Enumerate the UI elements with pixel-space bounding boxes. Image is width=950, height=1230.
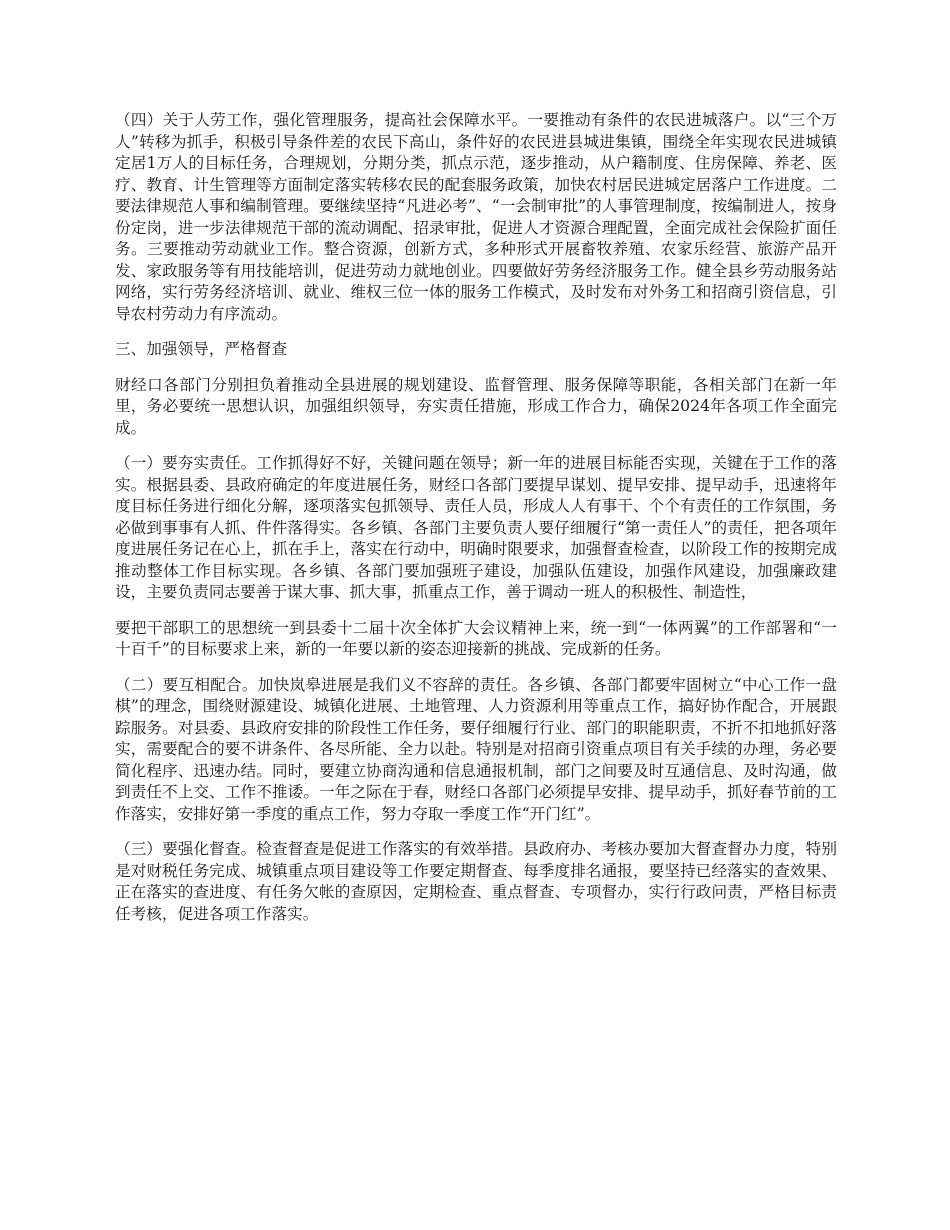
section-heading-leadership: 三、加强领导，严格督查 bbox=[115, 340, 288, 358]
document-body bbox=[115, 110, 837, 939]
paragraph-supervision: （三）要强化督查。检查督查是促进工作落实的有效举措。县政府办、考核办要加大督查督办力度，特别是对财税任务完成、城镇重点项目建设等工作要定期督查、每季度排名通报，要坚持已经落实的查效果、正在落实的查进度、有任务欠帐的查原因，定期检查、重点督查、专项督办，实行行政问责，严格目标责任考核，促进各项工作落实。 bbox=[115, 840, 837, 923]
paragraph-unify-thinking: 要把干部职工的思想统一到县委十二届十次全体扩大会议精神上来，统一到“一体两翼”的工作部署和“一十百千”的目标要求上来，新的一年要以新的姿态迎接新的挑战、完成新的任务。 bbox=[115, 618, 837, 658]
paragraph-cooperation: （二）要互相配合。加快岚皋进展是我们义不容辞的责任。各乡镇、各部门都要牢固树立“中心工作一盘棋”的理念，围绕财源建设、城镇化进展、土地管理、人力资源利用等重点工作，搞好协作配合，开展跟踪服务。对县委、县政府安排的阶段性工作任务，要仔细履行行业、部门的职能职责，不折不扣地抓好落实，需要配合的要不讲条件、各尽所能、全力以赴。特别是对招商引资重点项目有关手续的办理，务必要简化程序、迅速办结。同时，要建立协商沟通和信息通报机制，部门之间要及时互通信息、及时沟通，做到责任不上交、工作不推诿。一年之际在于春，财经口各部门必须提早安排、提早动手，抓好春节前的工作落实，安排好第一季度的重点工作，努力夺取一季度工作“开门红”。 bbox=[115, 675, 837, 823]
paragraph-finance-departments: 财经口各部门分别担负着推动全县进展的规划建设、监督管理、服务保障等职能，各相关部门在新一年里，务必要统一思想认识，加强组织领导，夯实责任措施，形成工作合力，确保2024年各项工作全面完成。 bbox=[115, 375, 837, 437]
paragraph-labor-work: （四）关于人劳工作，强化管理服务，提高社会保障水平。一要推动有条件的农民进城落户。以“三个万人”转移为抓手，积极引导条件差的农民下高山，条件好的农民进县城进集镇，围绕全年实现农民进城镇定居1万人的目标任务，合理规划，分期分类，抓点示范，逐步推动，从户籍制度、住房保障、养老、医疗、教育、计生管理等方面制定落实转移农民的配套服务政策，加快农村居民进城定居落户工作进度。二要法律规范人事和编制管理。要继续坚持“凡进必考”、“一会制审批”的人事管理制度，按编制进人，按身份定岗，进一步法律规范干部的流动调配、招录审批，促进人才资源合理配置，全面完成社会保险扩面任务。三要推动劳动就业工作。整合资源，创新方式，多种形式开展畜牧养殖、农家乐经营、旅游产品开发、家政服务等有用技能培训，促进劳动力就地创业。四要做好劳务经济服务工作。健全县乡劳动服务站网络，实行劳务经济培训、就业、维权三位一体的服务工作模式，及时发布对外务工和招商引资信息，引导农村劳动力有序流动。 bbox=[115, 111, 837, 323]
paragraph-responsibility: （一）要夯实责任。工作抓得好不好，关键问题在领导；新一年的进展目标能否实现，关键在于工作的落实。根据县委、县政府确定的年度进展任务，财经口各部门要提早谋划、提早安排、提早动手，迅速将年度目标任务进行细化分解，逐项落实包抓领导、责任人员，形成人人有事干、个个有责任的工作氛围，务必做到事事有人抓、件件落得实。各乡镇、各部门主要负责人要仔细履行“第一责任人”的责任，把各项年度进展任务记在心上，抓在手上，落实在行动中，明确时限要求，加强督查检查，以阶段工作的按期完成推动整体工作目标实现。各乡镇、各部门要加强班子建设，加强队伍建设，加强作风建设，加强廉政建设，主要负责同志要善于谋大事、抓大事，抓重点工作，善于调动一班人的积极性、制造性， bbox=[115, 454, 837, 601]
